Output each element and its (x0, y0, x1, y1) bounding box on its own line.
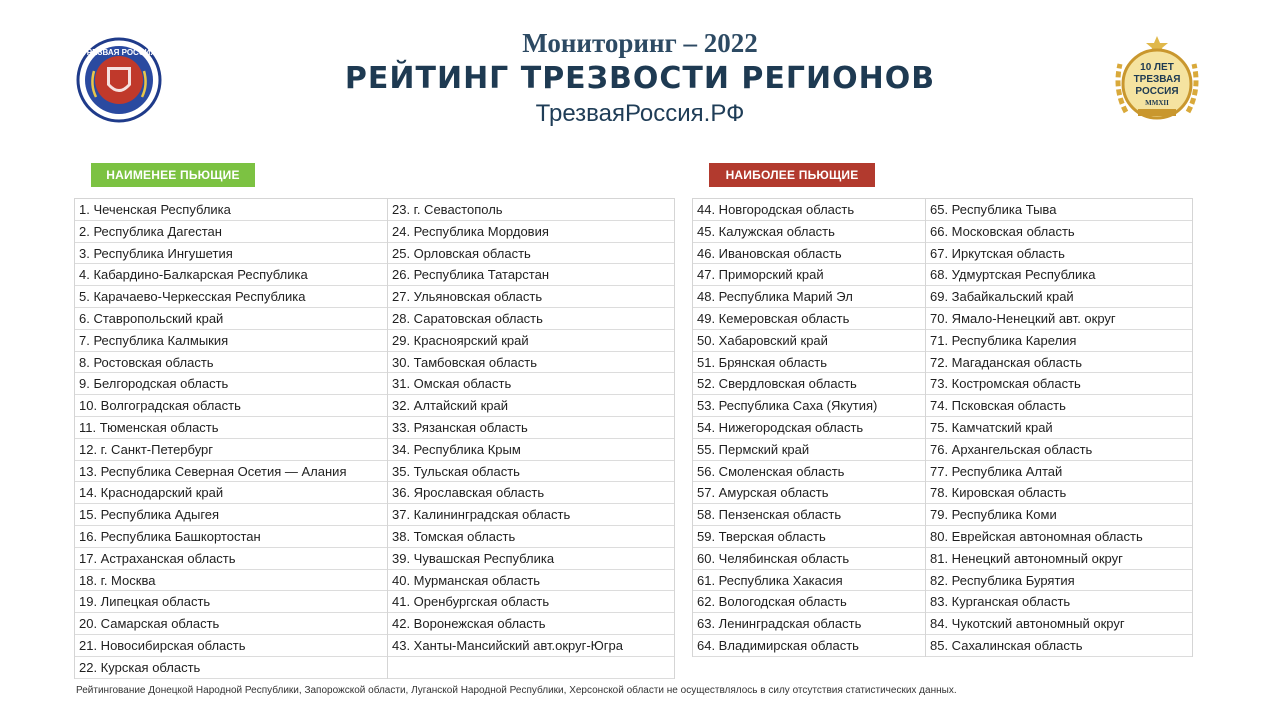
table-cell: 15. Республика Адыгея (75, 504, 387, 526)
table-cell: 54. Нижегородская область (693, 417, 925, 439)
table-cell: 33. Рязанская область (388, 417, 674, 439)
table-cell: 71. Республика Карелия (926, 330, 1192, 352)
table-cell: 27. Ульяновская область (388, 286, 674, 308)
table-cell: 5. Карачаево-Черкесская Республика (75, 286, 387, 308)
table-cell: 8. Ростовская область (75, 352, 387, 374)
table-cell: 2. Республика Дагестан (75, 221, 387, 243)
table-cell (388, 657, 674, 679)
table-cell: 16. Республика Башкортостан (75, 526, 387, 548)
table-cell: 41. Оренбургская область (388, 591, 674, 613)
table-cell: 22. Курская область (75, 657, 387, 679)
table-cell: 4. Кабардино-Балкарская Республика (75, 264, 387, 286)
table-cell: 28. Саратовская область (388, 308, 674, 330)
table-cell: 7. Республика Калмыкия (75, 330, 387, 352)
page-title: РЕЙТИНГ ТРЕЗВОСТИ РЕГИОНОВ (344, 61, 936, 96)
table-cell: 3. Республика Ингушетия (75, 243, 387, 265)
least-column-1 (75, 199, 388, 679)
table-cell: 53. Республика Саха (Якутия) (693, 395, 925, 417)
table-cell: 74. Псковская область (926, 395, 1192, 417)
table-cell: 44. Новгородская область (693, 199, 925, 221)
table-cell: 80. Еврейская автономная область (926, 526, 1192, 548)
table-cell: 46. Ивановская область (693, 243, 925, 265)
table-cell: 56. Смоленская область (693, 461, 925, 483)
table-cell: 40. Мурманская область (388, 570, 674, 592)
table-cell: 52. Свердловская область (693, 373, 925, 395)
table-cell: 81. Ненецкий автономный округ (926, 548, 1192, 570)
table-cell: 47. Приморский край (693, 264, 925, 286)
table-cell: 73. Костромская область (926, 373, 1192, 395)
table-cell: 38. Томская область (388, 526, 674, 548)
page-subtitle: Мониторинг – 2022 (522, 28, 758, 58)
table-cell: 77. Республика Алтай (926, 461, 1192, 483)
table-cell: 59. Тверская область (693, 526, 925, 548)
table-cell: 10. Волгоградская область (75, 395, 387, 417)
emblem-line2: ТРЕЗВАЯ (1133, 74, 1181, 85)
table-cell: 50. Хабаровский край (693, 330, 925, 352)
table-cell: 51. Брянская область (693, 352, 925, 374)
table-cell: 45. Калужская область (693, 221, 925, 243)
table-cell: 43. Ханты-Мансийский авт.округ-Югра (388, 635, 674, 657)
most-column-2 (926, 199, 1193, 657)
table-cell: 29. Красноярский край (388, 330, 674, 352)
table-cell: 75. Камчатский край (926, 417, 1192, 439)
table-cell: 21. Новосибирская область (75, 635, 387, 657)
table-cell: 19. Липецкая область (75, 591, 387, 613)
emblem-line3: РОССИЯ (1135, 86, 1179, 97)
table-cell: 61. Республика Хакасия (693, 570, 925, 592)
table-cell: 26. Республика Татарстан (388, 264, 674, 286)
table-cell: 70. Ямало-Ненецкий авт. округ (926, 308, 1192, 330)
most-drinking-table (692, 198, 1193, 657)
table-cell: 69. Забайкальский край (926, 286, 1192, 308)
table-cell: 34. Республика Крым (388, 439, 674, 461)
logo-left-text: ТРЕЗВАЯ РОССИЯ (81, 48, 157, 57)
table-cell: 12. г. Санкт-Петербург (75, 439, 387, 461)
footnote: Рейтингование Донецкой Народной Республики, Запорожской области, Луганской Народной Республики, Херсонской области не осуществлялось в силу отсутствия статистических данных. (76, 685, 957, 696)
table-cell: 58. Пензенская область (693, 504, 925, 526)
table-cell: 24. Республика Мордовия (388, 221, 674, 243)
table-cell: 72. Магаданская область (926, 352, 1192, 374)
table-cell: 82. Республика Бурятия (926, 570, 1192, 592)
table-cell: 65. Республика Тыва (926, 199, 1192, 221)
table-cell: 67. Иркутская область (926, 243, 1192, 265)
table-cell: 68. Удмуртская Республика (926, 264, 1192, 286)
table-cell: 57. Амурская область (693, 482, 925, 504)
table-cell: 66. Московская область (926, 221, 1192, 243)
table-cell: 48. Республика Марий Эл (693, 286, 925, 308)
table-cell: 37. Калининградская область (388, 504, 674, 526)
table-cell: 30. Тамбовская область (388, 352, 674, 374)
table-cell: 25. Орловская область (388, 243, 674, 265)
most-drinking-badge: НАИБОЛЕЕ ПЬЮЩИЕ (709, 163, 875, 187)
least-drinking-badge: НАИМЕНЕЕ ПЬЮЩИЕ (91, 163, 255, 187)
table-cell: 14. Краснодарский край (75, 482, 387, 504)
table-cell: 1. Чеченская Республика (75, 199, 387, 221)
table-cell: 63. Ленинградская область (693, 613, 925, 635)
table-cell: 79. Республика Коми (926, 504, 1192, 526)
table-cell: 49. Кемеровская область (693, 308, 925, 330)
table-cell: 36. Ярославская область (388, 482, 674, 504)
most-column-1 (693, 199, 926, 657)
table-cell: 6. Ставропольский край (75, 308, 387, 330)
table-cell: 76. Архангельская область (926, 439, 1192, 461)
table-cell: 84. Чукотский автономный округ (926, 613, 1192, 635)
table-cell: 20. Самарская область (75, 613, 387, 635)
site-name: ТрезваяРоссия.РФ (535, 100, 745, 127)
least-drinking-table (74, 198, 675, 679)
least-column-2 (388, 199, 675, 679)
table-cell: 32. Алтайский край (388, 395, 674, 417)
table-cell: 64. Владимирская область (693, 635, 925, 657)
table-cell: 55. Пермский край (693, 439, 925, 461)
table-cell: 23. г. Севастополь (388, 199, 674, 221)
table-cell: 9. Белгородская область (75, 373, 387, 395)
table-cell: 42. Воронежская область (388, 613, 674, 635)
table-cell: 39. Чувашская Республика (388, 548, 674, 570)
table-cell: 11. Тюменская область (75, 417, 387, 439)
table-cell: 62. Вологодская область (693, 591, 925, 613)
table-cell: 85. Сахалинская область (926, 635, 1192, 657)
emblem-line1: 10 ЛЕТ (1140, 62, 1174, 73)
table-cell: 60. Челябинская область (693, 548, 925, 570)
table-cell: 13. Республика Северная Осетия — Алания (75, 461, 387, 483)
table-cell: 17. Астраханская область (75, 548, 387, 570)
table-cell: 35. Тульская область (388, 461, 674, 483)
table-cell: 83. Курганская область (926, 591, 1192, 613)
table-cell: 18. г. Москва (75, 570, 387, 592)
emblem-line4: MMXII (1145, 99, 1169, 107)
header (0, 26, 1280, 130)
table-cell: 31. Омская область (388, 373, 674, 395)
table-cell: 78. Кировская область (926, 482, 1192, 504)
